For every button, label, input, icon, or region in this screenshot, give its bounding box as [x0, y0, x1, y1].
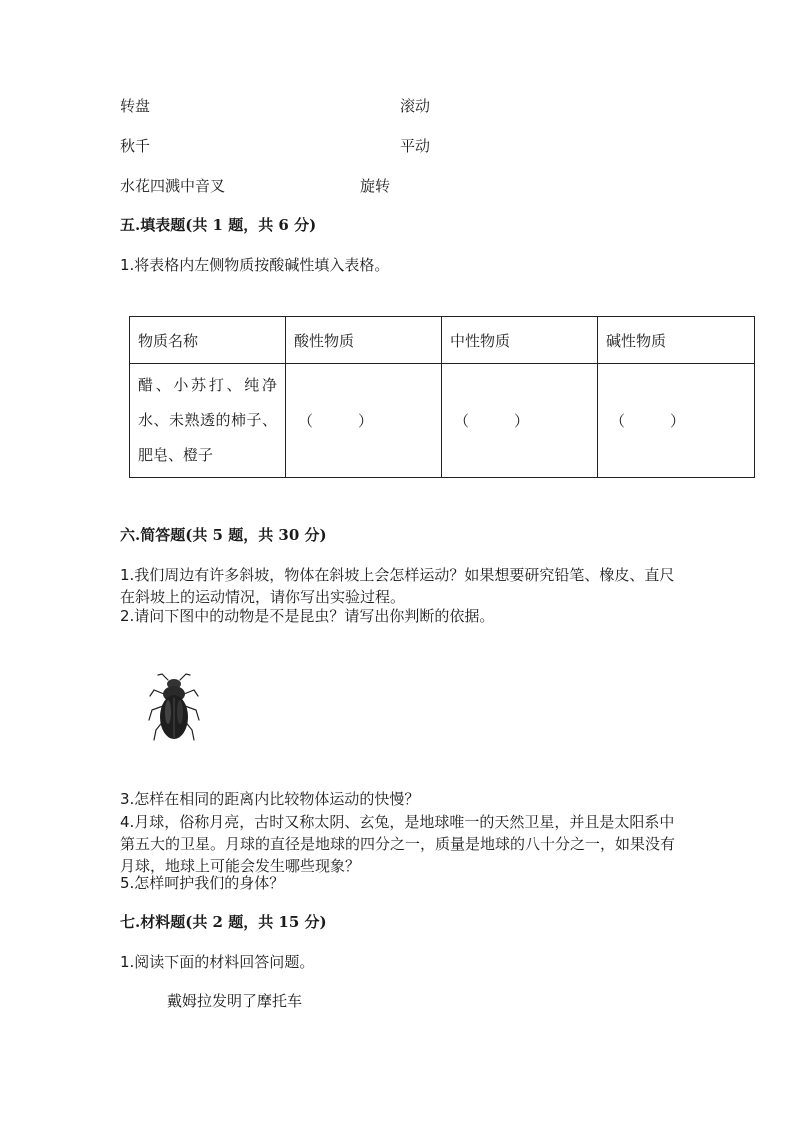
match-right-1: 滚动	[400, 97, 431, 115]
section5-question-1: 1.将表格内左侧物质按酸碱性填入表格。	[120, 256, 390, 274]
table-header-cell: 物质名称	[130, 317, 286, 364]
section6-heading: 六.简答题(共 5 题，共 30 分)	[120, 526, 327, 544]
answer-blank[interactable]: （ ）	[454, 412, 530, 430]
substances-cell	[130, 364, 286, 478]
section6-question-1: 1.我们周边有许多斜坡，物体在斜坡上会怎样运动？如果想要研究铅笔、橡皮、直尺在斜坡上的运动情况，请你写出实验过程。	[120, 566, 675, 606]
section7-heading: 七.材料题(共 2 题，共 15 分)	[120, 913, 327, 931]
table-header-cell: 中性物质	[442, 317, 598, 364]
section6-question-5: 5.怎样呵护我们的身体？	[120, 874, 285, 892]
table-header-cell: 酸性物质	[286, 317, 442, 364]
material-title: 戴姆拉发明了摩托车	[167, 992, 303, 1010]
match-left-3: 水花四溅中音叉	[120, 177, 226, 195]
section5-heading: 五.填表题(共 1 题，共 6 分)	[120, 216, 317, 234]
section6-question-2: 2.请问下图中的动物是不是昆虫？请写出你判断的依据。	[120, 607, 495, 625]
table-header-cell: 碱性物质	[598, 317, 755, 364]
alkaline-answer-cell[interactable]	[598, 364, 755, 478]
neutral-answer-cell[interactable]	[442, 364, 598, 478]
match-right-2: 平动	[400, 137, 431, 155]
match-left-1: 转盘	[120, 97, 151, 115]
answer-blank[interactable]: （ ）	[298, 412, 374, 430]
beetle-icon	[146, 672, 202, 744]
acid-base-table	[129, 316, 755, 478]
substances-list: 醋、小苏打、纯净水、未熟透的柿子、肥皂、橙子	[138, 376, 277, 464]
section7-question-1: 1.阅读下面的材料回答问题。	[120, 953, 315, 971]
table-row	[130, 364, 755, 478]
answer-blank[interactable]: （ ）	[610, 412, 686, 430]
table-header-row	[130, 317, 755, 364]
section6-question-3: 3.怎样在相同的距离内比较物体运动的快慢？	[120, 790, 420, 808]
acidic-answer-cell[interactable]	[286, 364, 442, 478]
section6-question-4: 4.月球，俗称月亮，古时又称太阴、玄兔，是地球唯一的天然卫星，并且是太阳系中第五大的卫星。月球的直径是地球的四分之一，质量是地球的八十分之一，如果没有月球，地球上可能会发生哪些现象？	[120, 813, 676, 875]
match-left-2: 秋千	[120, 137, 151, 155]
match-right-3: 旋转	[360, 177, 391, 195]
